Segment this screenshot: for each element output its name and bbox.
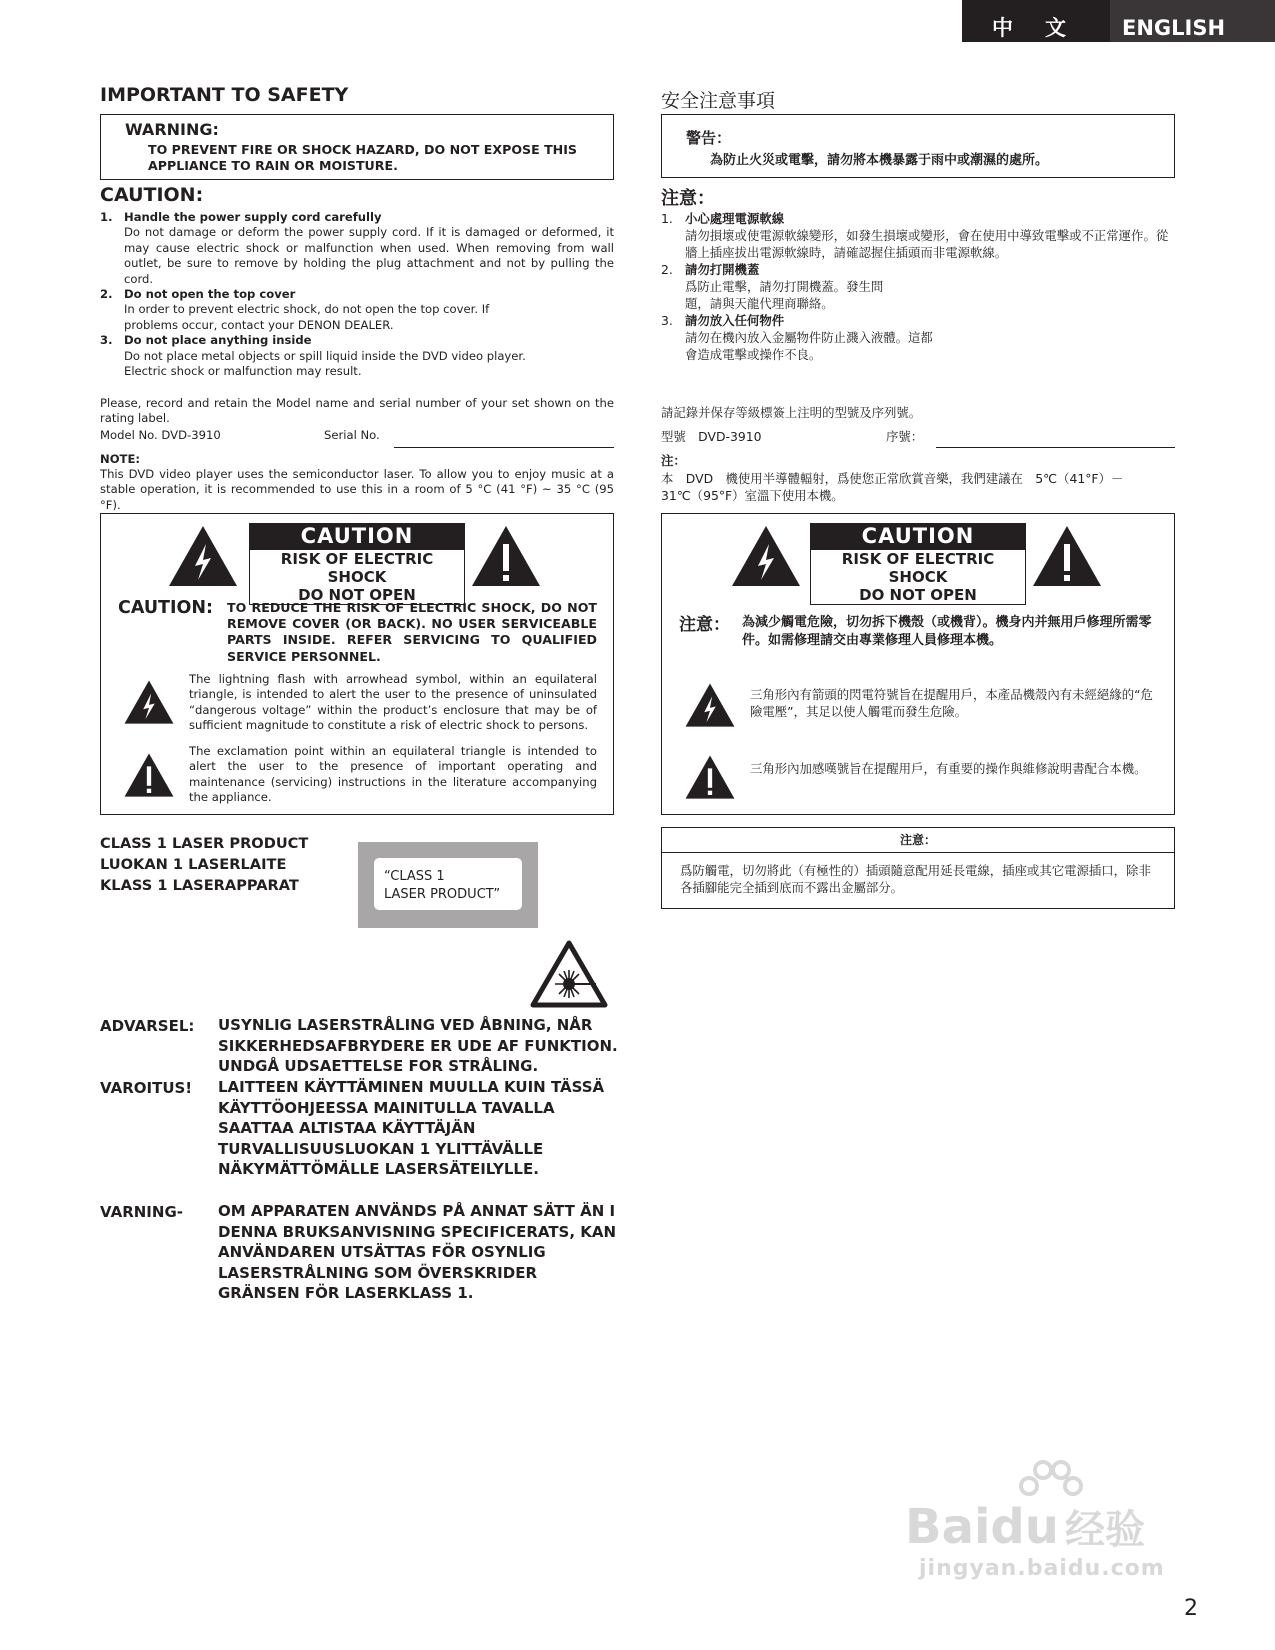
- note-text-en: This DVD video player uses the semiconductor laser. To allow you to enjoy music at a stable operation, it is recommended to use this in a room of 5 °C (41 °F) ~ 35 °C (95 °F).: [100, 467, 614, 512]
- caution-plate-body: [249, 550, 465, 605]
- warning-label-en: WARNING:: [125, 120, 219, 139]
- nordic-label-da: ADVARSEL:: [100, 1017, 195, 1035]
- page-title-en: IMPORTANT TO SAFETY: [100, 84, 349, 106]
- nordic-warnings: [100, 1015, 620, 1315]
- lightning-description-zh: 三角形內有箭頭的閃電符號旨在提醒用戶，本產品機殼內有未經絕緣的“危險電壓”，其足以使人觸電而發生危險。: [750, 687, 1153, 719]
- laser-radiation-icon: [530, 940, 608, 1008]
- laser-line-sv: KLASS 1 LASERAPPARAT: [100, 877, 299, 894]
- item-body: 爲防止電擊，請勿打開機蓋。發生問題，請與天龍代理商聯絡。: [685, 279, 884, 311]
- caution-plate-title: CAUTION: [249, 523, 465, 550]
- exclamation-warning-icon-small: [684, 754, 736, 800]
- caution-label-plate-en: [249, 523, 465, 605]
- nordic-text-fi: LAITTEEN KÄYTTÄMINEN MUULLA KUIN TÄSSÄ KÄYTTÖOHJEESSA MAINITULLA TAVALLA SAATTAA ALTISTAA KÄYTTÄJÄN TURVALLISUUSLUOKAN 1 YLITTÄVÄLLE NÄKYMÄTTÖMÄLLE LASERSÄTEILYLLE.: [218, 1078, 605, 1178]
- lang-tab-english-box[interactable]: [1110, 0, 1275, 42]
- item-title: Do not open the top cover: [124, 287, 296, 302]
- item-body: 請勿損壞或使電源軟線變形，如發生損壞或變形，會在使用中導致電擊或不正常運作。從牆上插座拔出電源軟線時，請確認握住插頭而非電源軟線。: [685, 228, 1169, 260]
- warning-text-en-line2: APPLIANCE TO RAIN OR MOISTURE.: [148, 158, 398, 173]
- plug-notice-text: 爲防觸電，切勿將此（有極性的）插頭隨意配用延長電線，插座或其它電源插口，除非各插腳能完全插到底而不露出金屬部分。: [680, 863, 1151, 895]
- serial-label-en: Serial No.: [324, 428, 380, 442]
- shock-caution-box-zh: [661, 513, 1175, 815]
- caution-list-zh: [661, 210, 1175, 363]
- watermark-brand-text: Baidu: [905, 1499, 1059, 1555]
- lightning-warning-icon: [730, 524, 802, 588]
- item-number: 1.: [661, 211, 673, 226]
- page-title-zh: 安全注意事項: [661, 90, 776, 112]
- shock-caution-box-en: [100, 513, 614, 815]
- caution-item-2-zh: [661, 261, 1175, 312]
- serial-blank-line-en: [394, 447, 614, 448]
- caution-plate-title: CAUTION: [810, 523, 1026, 550]
- watermark-brand-cn: 经验: [1064, 1507, 1145, 1553]
- caution-plate-donot: DO NOT OPEN: [298, 586, 416, 604]
- item-number: 1.: [100, 210, 113, 224]
- baidu-watermark: [905, 1460, 1205, 1581]
- nordic-label-sv: VARNING-: [100, 1203, 183, 1221]
- laser-label-line1: “CLASS 1: [384, 869, 445, 884]
- item-title: Handle the power supply cord carefully: [124, 210, 382, 224]
- item-title: 小心處理電源軟線: [685, 211, 785, 226]
- plug-notice-title: 注意：: [662, 828, 1174, 853]
- warning-box-zh: [661, 114, 1175, 178]
- caution-item-1-zh: [661, 210, 1175, 261]
- plug-notice-box-zh: [661, 827, 1175, 909]
- nordic-label-fi: VAROITUS!: [100, 1079, 193, 1097]
- note-label-zh: 注：: [661, 453, 686, 468]
- laser-line-en: CLASS 1 LASER PRODUCT: [100, 835, 309, 852]
- lightning-warning-icon: [167, 524, 239, 588]
- item-number: 3.: [661, 313, 673, 328]
- laser-label-inner: [374, 858, 522, 910]
- box-caution-label-en: CAUTION:: [118, 598, 214, 618]
- model-number-en: Model No. DVD-3910: [100, 428, 221, 442]
- caution-item-1-en: [100, 210, 614, 287]
- record-text-en: Please, record and retain the Model name and serial number of your set shown on the rating label.: [100, 396, 614, 426]
- serial-label-zh: 序號：: [886, 429, 924, 444]
- laser-line-fi: LUOKAN 1 LASERLAITE: [100, 856, 287, 873]
- note-label-en: NOTE:: [100, 452, 141, 466]
- record-text-zh: 請記錄并保存等級標簽上注明的型號及序列號。: [661, 405, 922, 420]
- item-number: 2.: [100, 287, 113, 302]
- laser-product-label: [358, 842, 538, 928]
- exclamation-warning-icon: [1031, 524, 1103, 588]
- item-body: Do not place metal objects or spill liquid inside the DVD video player. Electric shock or malfunction may result.: [124, 348, 526, 379]
- warning-text-en-line1: TO PREVENT FIRE OR SHOCK HAZARD, DO NOT EXPOSE THIS: [148, 142, 577, 157]
- box-caution-text-en: TO REDUCE THE RISK OF ELECTRIC SHOCK, DO NOT REMOVE COVER (OR BACK). NO USER SERVICEABLE PARTS INSIDE. REFER SERVICING TO QUALIFIED SERVICE PERSONNEL.: [227, 600, 597, 664]
- item-body: Do not damage or deform the power supply cord. If it is damaged or deformed, it may cause electric shock or malfunction when used. When removing from wall outlet, be sure to remove by holding the plug attachment and not by pulling the cord.: [124, 225, 614, 286]
- caution-plate-risk: RISK OF ELECTRIC SHOCK: [280, 550, 434, 586]
- item-number: 3.: [100, 333, 113, 348]
- lightning-warning-icon-small: [684, 682, 736, 728]
- item-title: 請勿打開機蓋: [685, 262, 760, 277]
- language-tab-bar: [962, 0, 1275, 42]
- nordic-text-sv: OM APPARATEN ANVÄNDS PÅ ANNAT SÄTT ÄN I DENNA BRUKSANVISNING SPECIFICERATS, KAN ANVÄNDAREN UTSÄTTAS FÖR OSYNLIG LASERSTRÅLNING SOM ÖVERSKRIDER GRÄNSEN FÖR LASERKLASS 1.: [218, 1202, 617, 1302]
- caution-item-3-zh: [661, 312, 1175, 363]
- laser-label-text: [384, 868, 500, 904]
- laser-class-labels: [100, 833, 308, 896]
- caution-plate-body: [810, 550, 1026, 605]
- exclamation-warning-icon: [470, 524, 542, 588]
- warning-text-en: [148, 142, 577, 174]
- laser-label-line2: LASER PRODUCT”: [384, 887, 501, 902]
- item-number: 2.: [661, 262, 673, 277]
- watermark-brand: [905, 1498, 1145, 1555]
- exclamation-description-en: The exclamation point within an equilateral triangle is intended to alert the user to the presence of important operating and maintenance (servicing) instructions in the literature accompanying the appliance.: [189, 744, 597, 805]
- lang-tab-english[interactable]: ENGLISH: [1122, 16, 1226, 40]
- caution-title-zh: 注意：: [661, 188, 715, 209]
- caution-item-3-en: [100, 333, 614, 379]
- serial-blank-line-zh: [936, 447, 1175, 448]
- box-caution-label-zh: 注意：: [679, 615, 730, 635]
- warning-text-zh: 為防止火災或電擊，請勿將本機暴露于雨中或潮濕的處所。: [710, 153, 1049, 168]
- nordic-text-da: USYNLIG LASERSTRÅLING VED ÅBNING, NÅR SIKKERHEDSAFBRYDERE ER UDE AF FUNKTION. UNDGÅ UDSAETTELSE FOR STRÅLING.: [218, 1016, 618, 1075]
- caution-title-en: CAUTION:: [100, 184, 204, 206]
- item-title: 請勿放入任何物件: [685, 313, 785, 328]
- exclamation-description-zh: 三角形內加感嘆號旨在提醒用戶，有重要的操作與維修說明書配合本機。: [750, 761, 1147, 776]
- item-body: In order to prevent electric shock, do not open the top cover. If problems occur, contact your DENON DEALER.: [124, 302, 490, 332]
- lang-tab-chinese[interactable]: 中文: [992, 16, 1098, 40]
- warning-box-en: [100, 114, 614, 180]
- box-caution-text-zh: 為減少觸電危險，切勿拆下機殼（或機背）。機身内并無用戶修理所需零件。如需修理請交由專業修理人員修理本機。: [742, 615, 1152, 648]
- caution-list-en: [100, 210, 614, 379]
- lightning-warning-icon-small: [123, 679, 175, 725]
- page-number: 2: [1184, 1596, 1198, 1621]
- caution-label-plate-zh: [810, 523, 1026, 605]
- watermark-url: jingyan.baidu.com: [919, 1556, 1165, 1581]
- note-text-zh: 本 DVD 機使用半導體輻射，爲使您正常欣賞音樂，我們建議在 5℃（41°F）－31℃（95°F）室溫下使用本機。: [661, 471, 1124, 503]
- item-body: 請勿在機內放入金屬物件防止濺入液體。這都會造成電擊或操作不良。: [685, 330, 933, 362]
- model-number-zh: 型號 DVD-3910: [661, 429, 762, 444]
- caution-plate-risk: RISK OF ELECTRIC SHOCK: [841, 550, 995, 586]
- warning-label-zh: 警告：: [686, 129, 732, 147]
- exclamation-warning-icon-small: [123, 752, 175, 798]
- caution-plate-donot: DO NOT OPEN: [859, 586, 977, 604]
- lightning-description-en: The lightning flash with arrowhead symbol, within an equilateral triangle, is intended to alert the user to the presence of uninsulated “dangerous voltage” within the product’s enclosure that may be of sufficient magnitude to constitute a risk of electric shock to persons.: [189, 672, 597, 733]
- caution-item-2-en: [100, 287, 614, 333]
- item-title: Do not place anything inside: [124, 333, 312, 348]
